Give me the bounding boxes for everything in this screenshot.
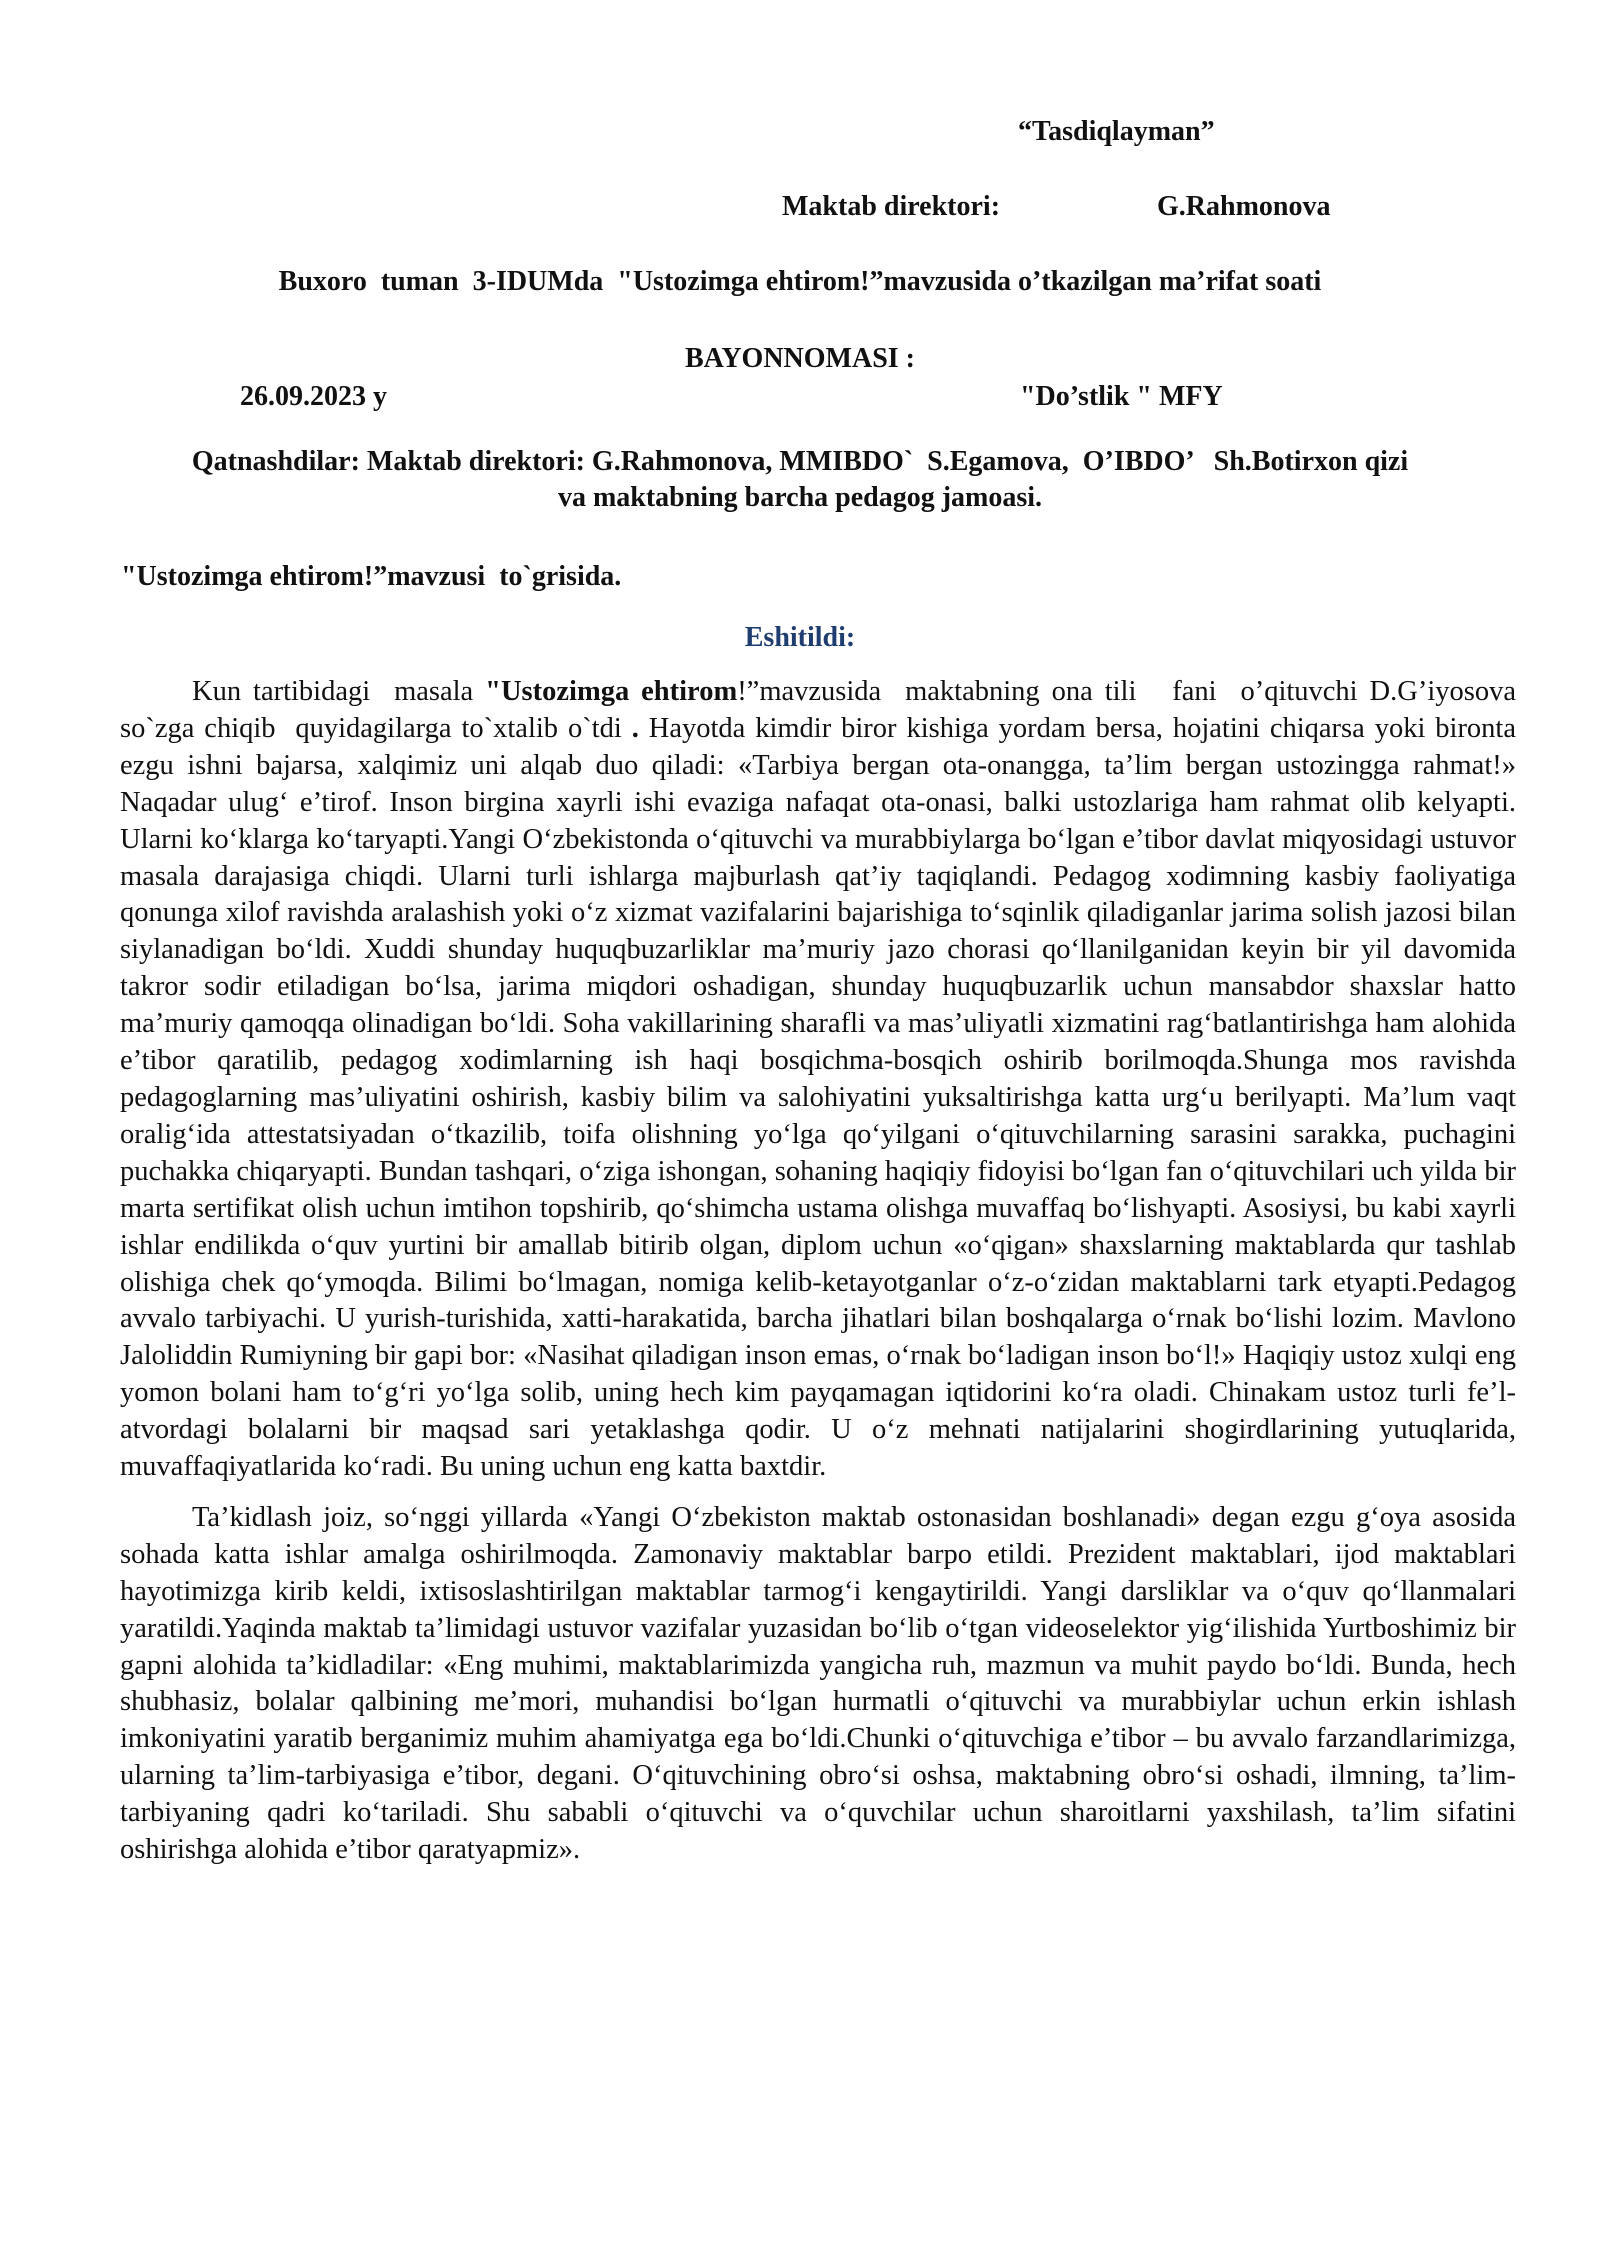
document-type: BAYONNOMASI : <box>685 343 915 374</box>
participants-line-1: Qatnashdilar: Maktab direktori: G.Rahmonova, MMIBDO` S.Egamova, O’IBDO’ Sh.Botirxon qizi <box>191 446 1409 477</box>
agenda-item: "Ustozimga ehtirom!”mavzusi to`grisida. <box>121 561 622 592</box>
meeting-location: "Do’stlik " MFY <box>1020 381 1223 412</box>
topic-name: "Ustozimga ehtirom <box>485 676 738 707</box>
paragraph-1-text: Hayotda kimdir biror kishiga yordam bersa, hojatini chiqarsa yoki bironta ezgu ishni bajarsa, xalqimiz uni alqab duo qiladi: «Tarbiya bergan ota-onangga, ta’lim bergan ustozingga rahmat!» Naqadar ulug‘ e’tirof. Inson birgina xayrli ishi evaziga nafaqat ota-onasi, balki ustozlariga ham rahmat olib kelyapti. Ularni ko‘klarga ko‘taryapti.Yangi O‘zbekistonda o‘qituvchi va murabbiylarga bo‘lgan e’tibor davlat miqyosidagi ustuvor masala darajasiga chiqdi. Ularni turli ishlarga majburlash qat’iy taqiqlandi. Pedagog xodimning kasbiy faoliyatiga qonunga xilof ravishda aralashish yoki o‘z xizmat vazifalarini bajarishiga to‘sqinlik qiladiganlar jarima solish jazosi bilan siylanadigan bo‘ldi. Xuddi shunday huquqbuzarliklar ma’muriy jazo chorasi qo‘llanilganidan keyin bir yil davomida takror sodir etiladigan bo‘lsa, jarima miqdori oshadigan, shunday huquqbuzarlik uchun mansabdor shaxslar hatto ma’muriy qamoqqa olinadigan bo‘ldi. Soha vakillarining sharafli va mas’uliyatli xizmatini rag‘batlantirishga ham alohida e’tibor qaratilib, pedagog xodimlarning ish haqi bosqichma-bosqich oshirib borilmoqda.Shunga mos ravishda pedagoglarning mas’uliyatini oshirish, kasbiy bilim va salohiyatini yuksaltirishga katta urg‘u berilyapti. Ma’lum vaqt oralig‘ida attestatsiyadan o‘tkazilib, toifa olishning yo‘lga qo‘yilgani o‘qituvchilarning sarasini sarakka, puchagini puchakka chiqaryapti. Bundan tashqari, o‘ziga ishongan, sohaning haqiqiy fidoyisi bo‘lgan fan o‘qituvchilari uch yilda bir marta sertifikat olish uchun imtihon topshirib, qo‘shimcha ustama olishga muvaffaq bo‘lishyapti. Asosiysi, bu kabi xayrli ishlar endilikda o‘quv yurtini bir amallab bitirib olgan, diplom uchun «o‘qigan» shaxslarning maktablarda qur tashlab olishiga chek qo‘ymoqda. Bilimi bo‘lmagan, nomiga kelib-ketayotganlar o‘z-o‘zidan maktablarni tark etyapti.Pedagog avvalo tarbiyachi. U yurish-turishida, xatti-harakatida, barcha jihatlari bilan boshqalarga o‘rnak bo‘lishi lozim. Mavlono Jaloliddin Rumiyning bir gapi bor: «Nasihat qiladigan inson emas, o‘rnak bo‘ladigan inson bo‘l!» Haqiqiy ustoz xulqi eng yomon bolani ham to‘g‘ri yo‘lga solib, uning hech kim payqamagan iqtidorini ko‘ra oladi. Chinakam ustoz turli fe’l-atvordagi bolalarni bir maqsad sari yetaklashga qodir. U o‘z mehnati natijalarini shogirdlarining yutuqlarida, muvaffaqiyatlarida ko‘radi. Bu uning uchun eng katta baxtdir. <box>120 712 1524 1483</box>
paragraph-1 <box>120 674 1524 1486</box>
section-heading: Eshitildi: <box>744 622 856 653</box>
meeting-date: 26.09.2023 y <box>240 381 387 412</box>
director-name: G.Rahmonova <box>1157 191 1331 222</box>
participants-line-2: va maktabning barcha pedagog jamoasi. <box>557 482 1043 513</box>
director-label: Maktab direktori: <box>782 191 1001 222</box>
paragraph-1-dot: . <box>631 712 639 744</box>
approval-stamp: “Tasdiqlayman” <box>1018 116 1215 147</box>
minutes-body <box>120 674 1524 1869</box>
paragraph-2: Ta’kidlash joiz, so‘nggi yillarda «Yangi O‘zbekiston maktab ostonasidan boshlanadi» degan ezgu g‘oya asosida sohada katta ishlar amalga oshirilmoqda. Zamonaviy maktablar barpo etildi. Prezident maktablari, ijod maktablari hayotimizga kirib keldi, ixtisoslashtirilgan maktablar tarmog‘i kengaytirildi. Yangi darsliklar va o‘quv qo‘llanmalari yaratildi.Yaqinda maktab ta’limidagi ustuvor vazifalar yuzasidan bo‘lib o‘tgan videoselektor yig‘ilishida Yurtboshimiz bir gapni alohida ta’kidladilar: «Eng muhimi, maktablarimizda yangicha ruh, mazmun va muhit paydo bo‘ldi. Bunda, hech shubhasiz, bolalar qalbining me’mori, muhandisi bo‘lgan hurmatli o‘qituvchi va murabbiylar uchun erkin ishlash imkoniyatini yaratib berganimiz muhim ahamiyatga ega bo‘ldi.Chunki o‘qituvchiga e’tibor – bu avvalo farzandlarimizga, ularning ta’lim-tarbiyasiga e’tibor, degani. O‘qituvchining obro‘si oshsa, maktabning obro‘si oshadi, ilmning, ta’lim-tarbiyaning qadri ko‘tariladi. Shu sababli o‘qituvchi va o‘quvchilar uchun sharoitlarni yaxshilash, ta’lim sifatini oshirishga alohida e’tibor qaratyapmiz». <box>120 1501 1516 1866</box>
paragraph-1-mid: !”mavzusida maktabning ona tili fani o’qituvchi D.G’iyosova so`zga chiqib quyidagilarga to`xtalib o`tdi <box>120 676 1524 744</box>
paragraph-1-intro: Kun tartibidagi masala <box>192 676 486 707</box>
document-title: Buxoro tuman 3-IDUMda "Ustozimga ehtirom!”mavzusida o’tkazilgan ma’rifat soati <box>278 266 1322 297</box>
